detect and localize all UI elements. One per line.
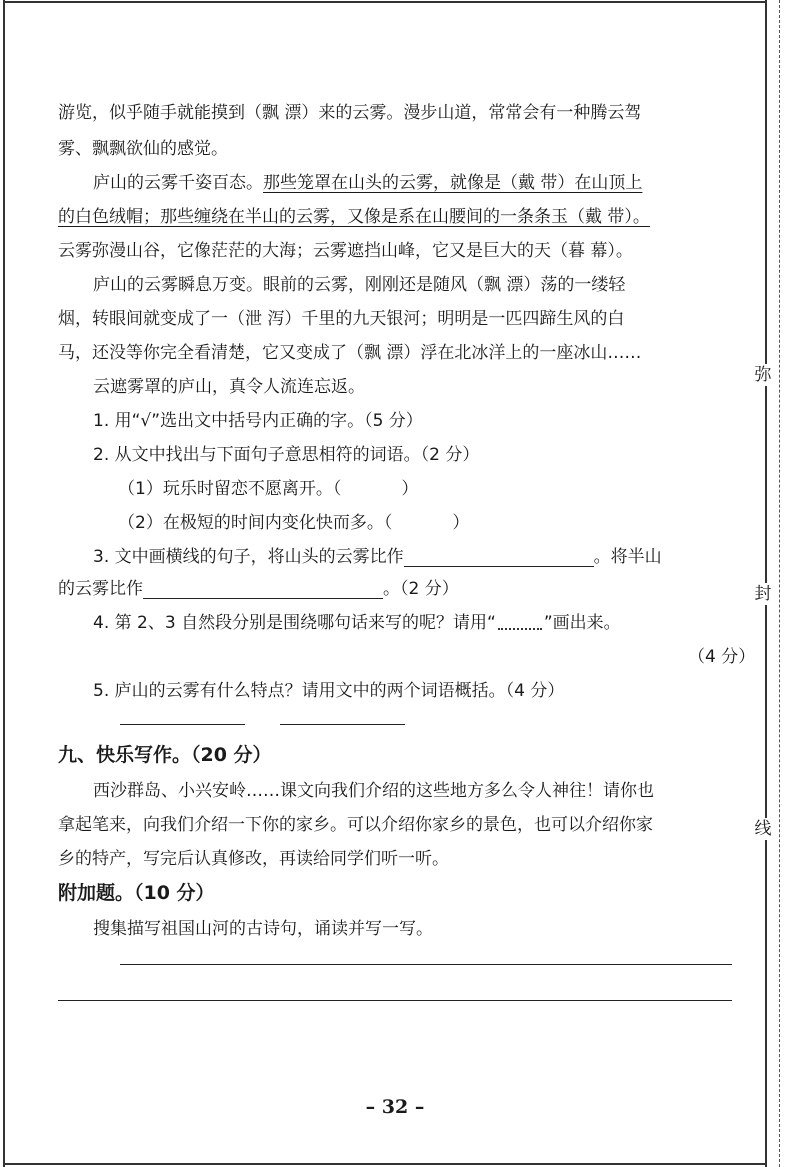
- writing-text: 乡的特产，写完后认真修改，再读给同学们听一听。: [58, 849, 449, 869]
- question-text: 3. 文中画横线的句子，将山头的云雾比作: [93, 547, 404, 567]
- passage-line: 云雾弥漫山谷，它像茫茫的大海；云雾遮挡山峰，它又是巨大的天（暮 幕）。: [58, 241, 633, 261]
- question-text: 。将半山: [593, 547, 662, 567]
- question-text: ）: [452, 513, 470, 533]
- question-text: 。（2 分）: [383, 579, 459, 599]
- question-4-score: （4 分）: [688, 647, 756, 667]
- answer-line[interactable]: [120, 724, 245, 725]
- answer-line[interactable]: [280, 724, 405, 725]
- bonus-heading: 附加题。（10 分）: [58, 882, 215, 904]
- underlined-sentence: 的白色绒帽；那些缠绕在半山的云雾，又像是系在山腰间的一条条玉（戴 带）。: [58, 207, 650, 227]
- passage-line: 雾、飘飘欲仙的感觉。: [58, 139, 228, 159]
- passage-line: 云遮雾罩的庐山，真令人流连忘返。: [93, 377, 365, 397]
- passage-line: 游览，似乎随手就能摸到（飘 漂）来的云雾。漫步山道，常常会有一种腾云驾: [58, 103, 642, 123]
- writing-text: 西沙群岛、小兴安岭……课文向我们介绍的这些地方多么令人神往！请你也: [93, 781, 654, 801]
- bonus-text: 搜集描写祖国山河的古诗句，诵读并写一写。: [93, 919, 433, 939]
- seal-mark-mi: 弥: [752, 364, 774, 386]
- seal-mark-xian: 线: [752, 818, 774, 840]
- writing-heading: 九、快乐写作。（20 分）: [58, 744, 272, 766]
- page-border-bottom: [3, 1163, 765, 1165]
- question-2-1: [118, 474, 418, 499]
- seal-dashed-line: [779, 0, 780, 1167]
- passage-line: [93, 168, 642, 193]
- passage-text: 庐山的云雾千姿百态。: [93, 173, 263, 193]
- page-border-left: [3, 0, 5, 1167]
- question-text: ”画出来。: [543, 613, 621, 633]
- question-text: （2）在极短的时间内变化快而多。（: [118, 513, 393, 533]
- answer-line[interactable]: [120, 964, 732, 965]
- question-4: [93, 608, 621, 633]
- question-1: 1. 用“√”选出文中括号内正确的字。（5 分）: [93, 411, 423, 431]
- question-2-2: [118, 508, 469, 533]
- answer-line[interactable]: [58, 1000, 732, 1001]
- answer-blank[interactable]: [143, 580, 383, 599]
- question-3-cont: [58, 574, 459, 599]
- seal-mark-feng: 封: [752, 583, 774, 605]
- question-3: [93, 542, 662, 567]
- question-text: 的云雾比作: [58, 579, 143, 599]
- page-number: – 32 –: [365, 1096, 425, 1118]
- underlined-sentence: 那些笼罩在山头的云雾，就像是（戴 带）在山顶上: [263, 173, 643, 193]
- writing-text: 拿起笔来，向我们介绍一下你的家乡。可以介绍你家乡的景色，也可以介绍你家: [58, 815, 653, 835]
- question-text: 4. 第 2、3 自然段分别是围绕哪句话来写的呢？请用“: [93, 613, 496, 633]
- question-2: 2. 从文中找出与下面句子意思相符的词语。（2 分）: [93, 445, 480, 465]
- passage-line: 庐山的云雾瞬息万变。眼前的云雾，刚刚还是随风（飘 漂）荡的一缕轻: [93, 275, 626, 295]
- page-border-top: [3, 1, 765, 3]
- wavy-underline-icon: [498, 616, 542, 630]
- question-text: ）: [401, 479, 419, 499]
- passage-line: 马，还没等你完全看清楚，它又变成了（飘 漂）浮在北冰洋上的一座冰山……: [58, 343, 642, 363]
- question-text: （1）玩乐时留恋不愿离开。（: [118, 479, 342, 499]
- passage-line: 烟，转眼间就变成了一（泄 泻）千里的九天银河；明明是一匹四蹄生风的白: [58, 309, 625, 329]
- question-5: 5. 庐山的云雾有什么特点？请用文中的两个词语概括。（4 分）: [93, 681, 565, 701]
- answer-blank[interactable]: [404, 548, 594, 567]
